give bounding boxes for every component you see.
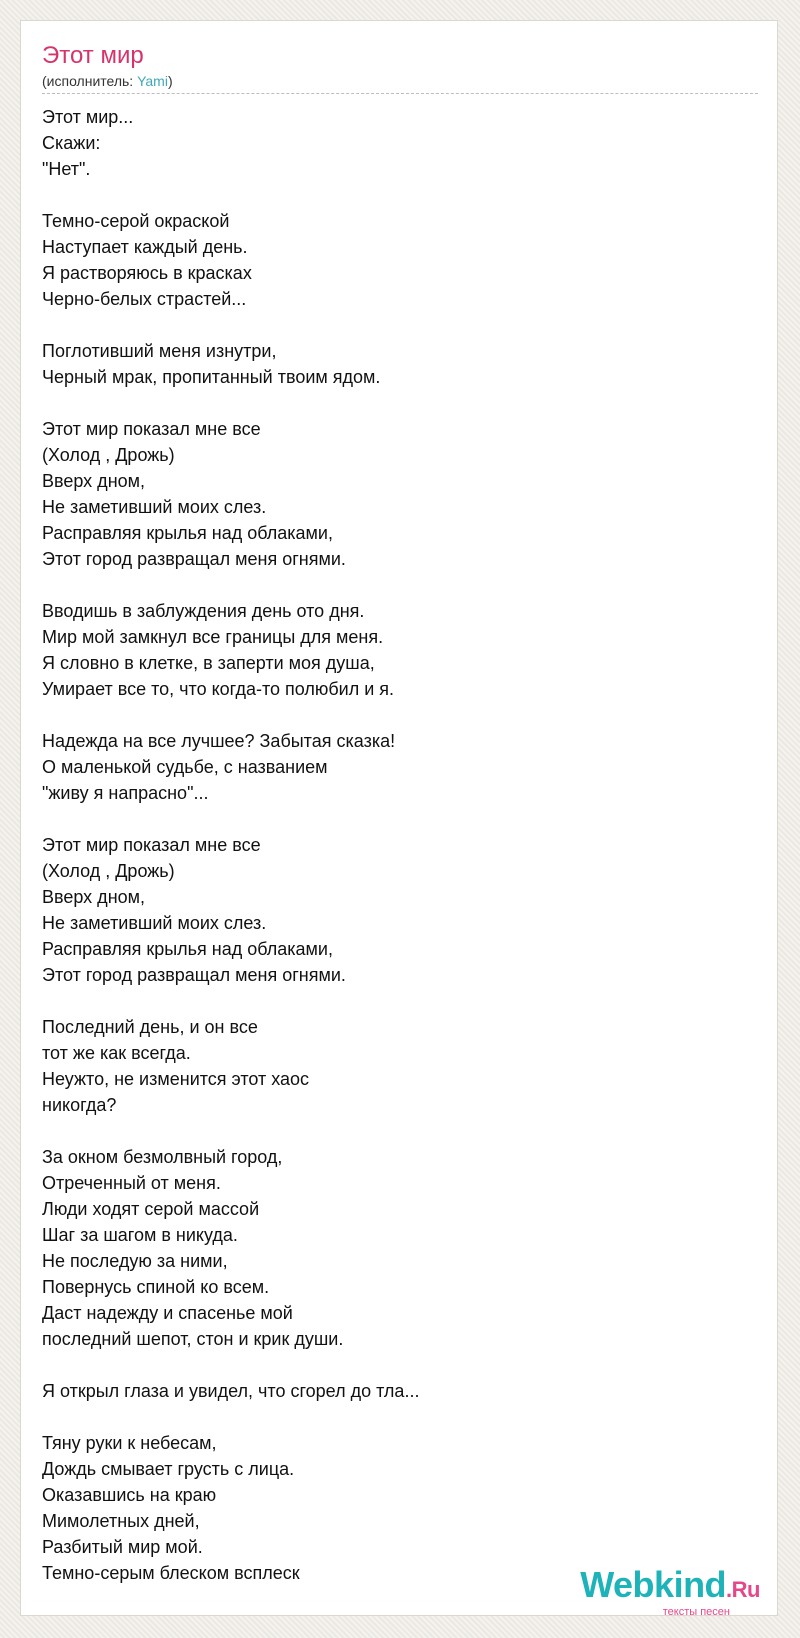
lyrics-line: Вверх дном, <box>42 887 146 907</box>
artist-link[interactable]: Yami <box>137 73 168 89</box>
lyrics-line: Темно-серым блеском всплеск <box>42 1563 300 1583</box>
lyrics-line: Этот город развращал меня огнями. <box>42 549 346 569</box>
lyrics-line: Скажи: <box>42 133 101 153</box>
lyrics-line: Разбитый мир мой. <box>42 1537 203 1557</box>
lyrics-blank-line <box>42 390 742 416</box>
logo-wordmark <box>580 1564 760 1608</box>
lyrics-line: (Холод , Дрожь) <box>42 445 175 465</box>
lyrics-text <box>42 104 742 1586</box>
lyrics-blank-line <box>42 182 742 208</box>
lyrics-blank-line <box>42 1118 742 1144</box>
lyrics-line: Поглотивший меня изнутри, <box>42 341 277 361</box>
logo-tld: .Ru <box>726 1577 760 1602</box>
lyrics-line: Я словно в клетке, в заперти моя душа, <box>42 653 375 673</box>
lyrics-line: Черный мрак, пропитанный твоим ядом. <box>42 367 381 387</box>
lyrics-line: никогда? <box>42 1095 117 1115</box>
lyrics-line: Шаг за шагом в никуда. <box>42 1225 238 1245</box>
lyrics-line: последний шепот, стон и крик души. <box>42 1329 344 1349</box>
title-divider <box>42 93 758 94</box>
lyrics-line: Этот мир... <box>42 107 134 127</box>
lyrics-line: Вводишь в заблуждения день ото дня. <box>42 601 365 621</box>
lyrics-line: Люди ходят серой массой <box>42 1199 260 1219</box>
lyrics-line: Расправляя крылья над облаками, <box>42 523 333 543</box>
lyrics-line: Темно-серой окраской <box>42 211 230 231</box>
lyrics-line: Не заметивший моих слез. <box>42 913 267 933</box>
lyrics-line: Этот город развращал меня огнями. <box>42 965 346 985</box>
lyrics-line: Черно-белых страстей... <box>42 289 247 309</box>
lyrics-line: Наступает каждый день. <box>42 237 248 257</box>
lyrics-card <box>20 20 778 1616</box>
lyrics-blank-line <box>42 572 742 598</box>
lyrics-blank-line <box>42 806 742 832</box>
lyrics-line: Я растворяюсь в красках <box>42 263 252 283</box>
lyrics-line: За окном безмолвный город, <box>42 1147 283 1167</box>
lyrics-line: Расправляя крылья над облаками, <box>42 939 333 959</box>
artist-prefix: (исполнитель: <box>42 73 138 89</box>
lyrics-line: Я открыл глаза и увидел, что сгорел до тла... <box>42 1381 420 1401</box>
lyrics-line: Отреченный от меня. <box>42 1173 221 1193</box>
lyrics-line: Даст надежду и спасенье мой <box>42 1303 293 1323</box>
lyrics-blank-line <box>42 702 742 728</box>
lyrics-line: "живу я напрасно"... <box>42 783 209 803</box>
lyrics-line: Дождь смывает грусть с лица. <box>42 1459 295 1479</box>
lyrics-line: О маленькой судьбе, с названием <box>42 757 328 777</box>
lyrics-blank-line <box>42 312 742 338</box>
lyrics-line: Оказавшись на краю <box>42 1485 217 1505</box>
lyrics-blank-line <box>42 988 742 1014</box>
lyrics-line: "Нет". <box>42 159 91 179</box>
lyrics-line: тот же как всегда. <box>42 1043 191 1063</box>
artist-line <box>42 72 173 90</box>
lyrics-line: (Холод , Дрожь) <box>42 861 175 881</box>
logo-tagline: тексты песен <box>662 1606 730 1618</box>
lyrics-line: Этот мир показал мне все <box>42 419 261 439</box>
lyrics-line: Не заметивший моих слез. <box>42 497 267 517</box>
lyrics-line: Мир мой замкнул все границы для меня. <box>42 627 384 647</box>
lyrics-line: Повернусь спиной ко всем. <box>42 1277 270 1297</box>
lyrics-line: Умирает все то, что когда-то полюбил и я. <box>42 679 395 699</box>
logo-name: Webkind <box>580 1564 727 1605</box>
lyrics-line: Надежда на все лучшее? Забытая сказка! <box>42 731 396 751</box>
lyrics-line: Вверх дном, <box>42 471 146 491</box>
lyrics-line: Последний день, и он все <box>42 1017 258 1037</box>
lyrics-line: Неужто, не изменится этот хаос <box>42 1069 310 1089</box>
song-title: Этот мир <box>42 42 144 69</box>
lyrics-line: Этот мир показал мне все <box>42 835 261 855</box>
lyrics-blank-line <box>42 1404 742 1430</box>
artist-suffix: ) <box>167 73 173 89</box>
lyrics-blank-line <box>42 1352 742 1378</box>
lyrics-line: Мимолетных дней, <box>42 1511 200 1531</box>
site-logo[interactable] <box>580 1564 760 1618</box>
lyrics-line: Не последую за ними, <box>42 1251 228 1271</box>
lyrics-line: Тяну руки к небесам, <box>42 1433 217 1453</box>
